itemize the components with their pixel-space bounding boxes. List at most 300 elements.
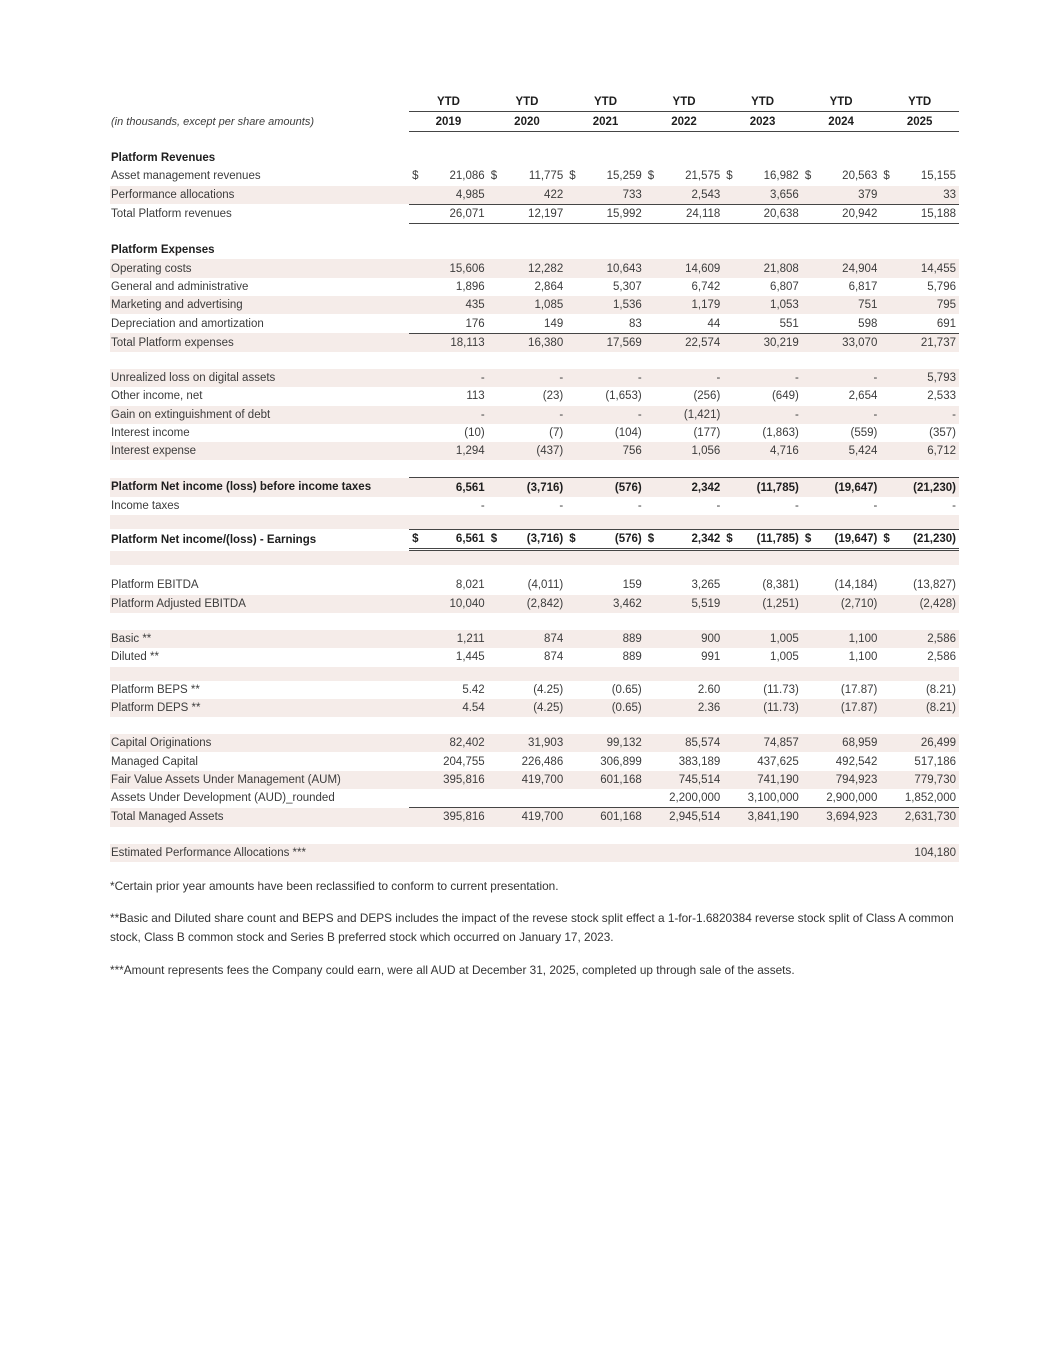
cell-value: 395,816	[443, 811, 485, 824]
value-cell	[723, 406, 802, 424]
value-cell	[802, 630, 881, 648]
value-cell	[802, 576, 881, 594]
value-cell	[802, 278, 881, 296]
footnote: *Certain prior year amounts have been reclassified to conform to current presentation.	[110, 879, 559, 893]
value-cell	[409, 844, 488, 862]
value-cell	[488, 259, 567, 277]
value-cell	[488, 387, 567, 405]
cell-value: 21,086	[449, 170, 485, 183]
financial-statement-table	[110, 92, 959, 862]
cell-value: 10,643	[606, 262, 642, 275]
value-cell	[566, 424, 645, 442]
cell-value: 874	[544, 633, 564, 646]
spacer-cell	[110, 224, 959, 242]
value-cell	[488, 278, 567, 296]
cell-value: 24,118	[685, 208, 721, 221]
dollar-sign: $	[412, 533, 419, 546]
value-cell	[566, 387, 645, 405]
cell-value: (19,647)	[834, 533, 878, 546]
value-cell	[645, 576, 724, 594]
value-cell	[723, 369, 802, 387]
value-cell	[645, 478, 724, 497]
cell-value: 1,085	[534, 299, 564, 312]
cell-value: (3,716)	[526, 533, 564, 546]
cell-value: 3,462	[612, 597, 642, 610]
cell-value: 889	[622, 633, 642, 646]
cell-value: 24,904	[842, 262, 878, 275]
value-cell	[488, 497, 567, 515]
value-cell	[723, 595, 802, 613]
section-header-row	[110, 241, 959, 259]
cell-value: 1,005	[770, 651, 799, 664]
period-label: YTD	[645, 92, 724, 112]
cell-value: 1,852,000	[904, 792, 956, 805]
spacer-cell	[110, 515, 959, 530]
cell-value: 1,056	[691, 445, 721, 458]
cell-value: -	[637, 408, 642, 421]
value-cell	[645, 204, 724, 223]
row-label: Operating costs	[110, 259, 409, 277]
dollar-sign: $	[883, 170, 890, 183]
value-cell	[880, 752, 959, 770]
cell-value: 2,945,514	[669, 811, 721, 824]
cell-value: 2,342	[691, 481, 721, 494]
cell-value: -	[873, 408, 878, 421]
dollar-sign: $	[647, 533, 655, 546]
cell-value: 85,574	[685, 737, 721, 750]
year-label: 2021	[566, 112, 645, 132]
value-cell	[645, 296, 724, 314]
value-cell	[802, 595, 881, 613]
cell-value: 5,519	[691, 597, 721, 610]
value-cell	[488, 369, 567, 387]
period-label: YTD	[488, 92, 567, 112]
value-cell	[802, 369, 881, 387]
value-cell	[566, 406, 645, 424]
table-row	[110, 771, 959, 789]
dollar-sign: $	[490, 170, 498, 183]
cell-value: 20,563	[842, 170, 878, 183]
value-cell	[880, 497, 959, 515]
value-cell	[645, 630, 724, 648]
value-cell	[880, 259, 959, 277]
spacer-cell	[110, 667, 959, 681]
value-cell	[723, 808, 802, 827]
value-cell	[566, 648, 645, 666]
value-cell	[802, 387, 881, 405]
cell-value: (13,827)	[913, 579, 956, 592]
cell-value: 26,499	[920, 737, 956, 750]
value-cell	[802, 167, 881, 185]
cell-value: 1,005	[770, 633, 799, 646]
table-row	[110, 630, 959, 648]
cell-value: (357)	[929, 427, 956, 439]
year-label: 2022	[645, 112, 724, 132]
row-label: Platform EBITDA	[111, 579, 199, 592]
cell-value: 74,857	[763, 737, 799, 750]
cell-value: -	[873, 372, 878, 385]
value-cell	[723, 576, 802, 594]
cell-value: 5,796	[927, 280, 956, 293]
value-cell	[723, 478, 802, 497]
row-label: Other income, net	[111, 390, 203, 403]
header-corner-cell	[110, 92, 409, 112]
value-cell	[645, 442, 724, 460]
value-cell	[880, 576, 959, 594]
value-cell	[645, 699, 724, 717]
value-cell	[566, 333, 645, 352]
cell-value: 395,816	[443, 773, 485, 786]
cell-value: 598	[858, 317, 878, 330]
period-header-row	[110, 92, 959, 112]
cell-value: 551	[779, 317, 799, 330]
value-cell	[566, 595, 645, 613]
period-label: YTD	[880, 92, 959, 112]
cell-value: (7)	[549, 427, 564, 439]
dollar-sign: $	[490, 533, 498, 546]
cell-value: 6,817	[848, 280, 878, 293]
section-title: Platform Expenses	[111, 244, 215, 257]
cell-value: 1,536	[612, 299, 642, 312]
value-cell	[488, 595, 567, 613]
value-cell	[802, 771, 881, 789]
cell-value: 14,455	[920, 262, 956, 275]
value-cell	[409, 442, 488, 460]
cell-value: 419,700	[521, 773, 564, 786]
cell-value: 20,638	[763, 208, 799, 221]
cell-value: -	[559, 408, 564, 421]
period-label: YTD	[802, 92, 881, 112]
cell-value: 1,100	[848, 651, 878, 664]
cell-value: 6,561	[455, 481, 485, 494]
value-cell	[488, 424, 567, 442]
cell-value: 2.36	[697, 701, 721, 714]
table-row	[110, 406, 959, 424]
value-cell	[566, 630, 645, 648]
spacer-row	[110, 565, 959, 576]
value-cell	[409, 530, 488, 550]
footnote: **Basic and Diluted share count and BEPS and DEPS includes the impact of the revese stock split effect a 1-for-1.6820384 reverse stock split of Class A common stock, Class B common stock and Series B preferred stock which occurred on January 17, 2023.	[110, 911, 954, 945]
row-label: Depreciation and amortization	[111, 317, 264, 330]
row-label: Gain on extinguishment of debt	[110, 406, 409, 424]
cell-value: 3,265	[691, 579, 721, 592]
value-cell	[723, 699, 802, 717]
cell-value: 159	[622, 579, 642, 592]
cell-value: 82,402	[449, 737, 485, 750]
cell-value: 8,021	[455, 579, 485, 592]
value-cell	[566, 278, 645, 296]
value-cell	[409, 681, 488, 699]
cell-value: 2.60	[697, 683, 721, 696]
row-label: Estimated Performance Allocations ***	[110, 844, 409, 862]
value-cell	[723, 204, 802, 223]
cell-value: (11,785)	[756, 533, 799, 546]
row-label: Diluted **	[111, 651, 159, 664]
cell-value: (256)	[693, 390, 721, 403]
cell-value: 5.42	[462, 683, 485, 696]
cell-value: (21,230)	[913, 533, 956, 546]
table-row	[110, 387, 959, 405]
value-cell	[566, 530, 645, 550]
cell-value: (10)	[464, 427, 485, 439]
table-row	[110, 167, 959, 185]
value-cell	[409, 734, 488, 752]
cell-value: -	[716, 372, 721, 385]
value-cell	[645, 530, 724, 550]
value-cell	[645, 259, 724, 277]
spacer-row	[110, 667, 959, 681]
dollar-sign: $	[804, 170, 812, 183]
cell-value: -	[952, 408, 956, 421]
year-label: 2020	[488, 112, 567, 132]
cell-value: (4.25)	[533, 701, 564, 714]
year-label: 2019	[409, 112, 488, 132]
footnote: ***Amount represents fees the Company could earn, were all AUD at December 31, 2025, completed up through sale of the assets.	[110, 962, 795, 977]
value-cell	[880, 186, 959, 205]
cell-value: (8.21)	[925, 683, 956, 696]
cell-value: -	[480, 372, 485, 385]
cell-value: (11.73)	[763, 701, 799, 714]
cell-value: 3,841,190	[747, 811, 799, 824]
units-note: (in thousands, except per share amounts)	[111, 115, 315, 128]
cell-value: 15,188	[920, 208, 956, 221]
cell-value: 11,775	[528, 170, 564, 183]
value-cell	[723, 296, 802, 314]
cell-value: 5,793	[927, 372, 956, 385]
value-cell	[566, 259, 645, 277]
cell-value: (4,011)	[527, 579, 564, 592]
value-cell	[723, 752, 802, 770]
spacer-cell	[110, 352, 959, 369]
value-cell	[409, 699, 488, 717]
period-label: YTD	[723, 92, 802, 112]
value-cell	[880, 278, 959, 296]
value-cell	[802, 406, 881, 424]
value-cell	[880, 167, 959, 185]
row-label: Unrealized loss on digital assets	[110, 369, 409, 387]
cell-value: 2,864	[534, 280, 564, 293]
row-label: Income taxes	[111, 499, 180, 512]
value-cell	[723, 497, 802, 515]
table-row	[110, 576, 959, 594]
cell-value: 21,575	[685, 170, 721, 183]
value-cell	[723, 167, 802, 185]
cell-value: 889	[622, 651, 642, 664]
table-row	[110, 369, 959, 387]
cell-value: 3,100,000	[747, 792, 799, 805]
cell-value: -	[559, 372, 564, 385]
cell-value: 379	[858, 188, 878, 201]
value-cell	[802, 844, 881, 862]
row-label: Interest income	[111, 427, 190, 439]
cell-value: 12,282	[528, 262, 564, 275]
cell-value: (1,863)	[762, 427, 799, 439]
table-row	[110, 333, 959, 352]
cell-value: 1,211	[456, 633, 485, 646]
value-cell	[488, 530, 567, 550]
cell-value: (8,381)	[762, 579, 799, 592]
cell-value: 15,259	[606, 170, 642, 183]
value-cell	[802, 681, 881, 699]
row-label: Managed Capital	[111, 755, 198, 768]
cell-value: 2,586	[927, 633, 956, 646]
value-cell	[723, 278, 802, 296]
value-cell	[566, 844, 645, 862]
cell-value: 1,294	[455, 445, 485, 458]
cell-value: -	[794, 499, 799, 512]
cell-value: 15,155	[920, 170, 956, 183]
cell-value: 4,716	[770, 445, 799, 458]
value-cell	[488, 752, 567, 770]
value-cell	[409, 648, 488, 666]
cell-value: 2,654	[848, 390, 878, 403]
table-row	[110, 681, 959, 699]
cell-value: (649)	[771, 390, 799, 403]
cell-value: 4,985	[455, 188, 485, 201]
spacer-row	[110, 460, 959, 478]
value-cell	[880, 789, 959, 808]
row-label: Platform Net income/(loss) - Earnings	[111, 533, 317, 546]
cell-value: 751	[858, 299, 878, 312]
dollar-sign: $	[647, 170, 655, 183]
cell-value: 18,113	[450, 336, 485, 349]
value-cell	[566, 296, 645, 314]
cell-value: 12,197	[528, 208, 564, 221]
cell-value: (0.65)	[611, 701, 642, 714]
table-header	[110, 92, 959, 132]
value-cell	[723, 442, 802, 460]
value-cell	[488, 771, 567, 789]
value-cell	[880, 530, 959, 550]
value-cell	[488, 478, 567, 497]
value-cell	[802, 497, 881, 515]
value-cell	[409, 424, 488, 442]
spacer-row	[110, 613, 959, 630]
value-cell	[488, 648, 567, 666]
value-cell	[645, 369, 724, 387]
cell-value: -	[480, 499, 485, 512]
value-cell	[409, 478, 488, 497]
value-cell	[409, 808, 488, 827]
table-row	[110, 752, 959, 770]
value-cell	[723, 314, 802, 333]
cell-value: -	[637, 372, 642, 385]
cell-value: 1,179	[691, 299, 721, 312]
row-label: Asset management revenues	[111, 170, 261, 183]
spacer-cell	[110, 132, 959, 150]
table-row	[110, 734, 959, 752]
cell-value: 99,132	[606, 737, 642, 750]
cell-value: 1,100	[848, 633, 878, 646]
cell-value: 2,543	[691, 188, 721, 201]
period-label: YTD	[409, 92, 488, 112]
cell-value: 2,533	[927, 390, 956, 403]
cell-value: -	[637, 499, 642, 512]
cell-value: 3,656	[770, 188, 799, 201]
value-cell	[488, 789, 567, 808]
value-cell	[802, 424, 881, 442]
cell-value: 14,609	[685, 262, 721, 275]
cell-value: (559)	[850, 427, 878, 439]
value-cell	[488, 442, 567, 460]
table-row	[110, 296, 959, 314]
cell-value: 10,040	[449, 597, 485, 610]
row-label: Total Platform expenses	[110, 333, 409, 352]
value-cell	[723, 424, 802, 442]
value-cell	[488, 576, 567, 594]
value-cell	[488, 734, 567, 752]
value-cell	[566, 314, 645, 333]
value-cell	[566, 576, 645, 594]
value-cell	[645, 314, 724, 333]
cell-value: 2,586	[927, 651, 956, 664]
cell-value: 756	[622, 445, 642, 458]
value-cell	[723, 734, 802, 752]
row-label: Interest expense	[110, 442, 409, 460]
cell-value: 517,186	[914, 755, 956, 768]
value-cell	[802, 186, 881, 205]
value-cell	[645, 808, 724, 827]
value-cell	[409, 630, 488, 648]
value-cell	[880, 387, 959, 405]
table-row	[110, 530, 959, 550]
cell-value: (576)	[614, 481, 642, 494]
value-cell	[409, 789, 488, 808]
table-row	[110, 314, 959, 333]
cell-value: 226,486	[521, 755, 564, 768]
cell-value: 22,574	[685, 336, 721, 349]
value-cell	[566, 752, 645, 770]
row-label: Platform DEPS **	[110, 699, 409, 717]
table-row	[110, 808, 959, 827]
value-cell	[409, 369, 488, 387]
cell-value: 741,190	[757, 773, 799, 786]
value-cell	[409, 167, 488, 185]
cell-value: (0.65)	[611, 683, 642, 696]
cell-value: 33	[943, 188, 956, 201]
year-header-row	[110, 112, 959, 132]
value-cell	[880, 630, 959, 648]
value-cell	[409, 333, 488, 352]
cell-value: 68,959	[842, 737, 878, 750]
cell-value: (8.21)	[925, 701, 956, 714]
value-cell	[645, 789, 724, 808]
cell-value: 4.54	[462, 701, 485, 714]
value-cell	[723, 630, 802, 648]
spacer-row	[110, 827, 959, 844]
spacer-row	[110, 717, 959, 734]
value-cell	[409, 771, 488, 789]
cell-value: 176	[465, 317, 485, 330]
value-cell	[409, 497, 488, 515]
cell-value: -	[716, 499, 721, 512]
cell-value: (2,842)	[526, 597, 564, 610]
value-cell	[802, 808, 881, 827]
cell-value: 21,808	[763, 262, 799, 275]
cell-value: 5,307	[612, 280, 642, 293]
table-row	[110, 595, 959, 613]
value-cell	[880, 424, 959, 442]
table-row	[110, 844, 959, 862]
cell-value: (1,251)	[762, 597, 799, 610]
table-row	[110, 424, 959, 442]
value-cell	[566, 681, 645, 699]
dollar-sign: $	[726, 170, 733, 183]
cell-value: 5,424	[848, 445, 878, 458]
value-cell	[880, 699, 959, 717]
spacer-cell	[110, 550, 959, 566]
value-cell	[645, 167, 724, 185]
